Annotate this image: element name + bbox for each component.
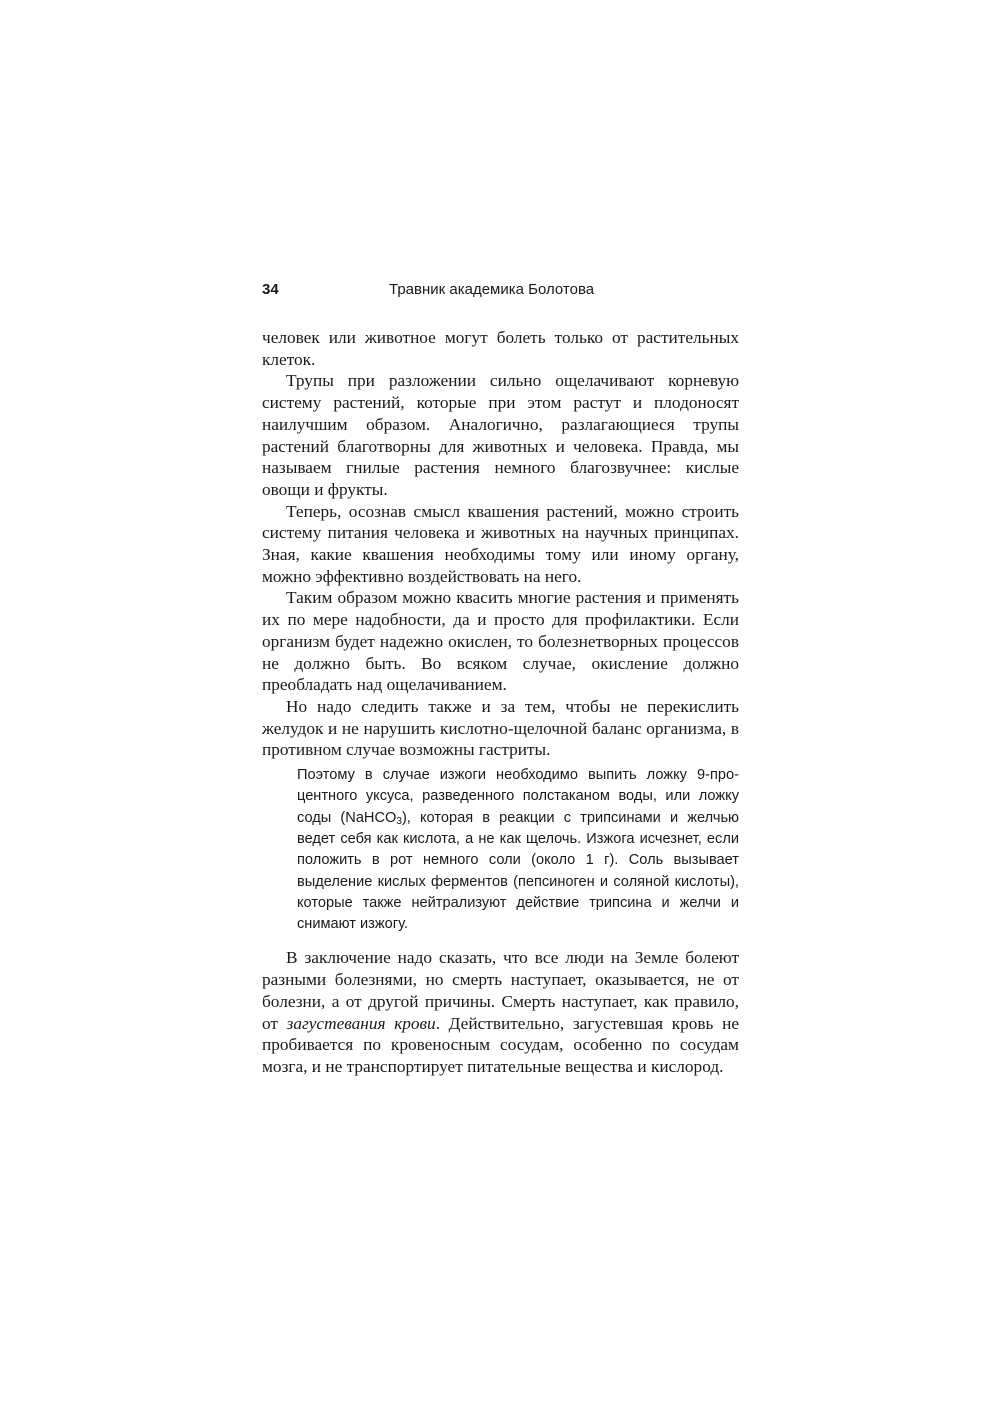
running-title: Травник академика Болотова <box>389 281 595 298</box>
note-text-start: Поэтому в случае изжоги необходимо выпить ложку 9-процентного уксуса, разведенного полстаканом воды, или ложку соды ( <box>297 767 739 826</box>
paragraph: человек или животное могут болеть только от растительных клеток. <box>262 328 739 369</box>
formula-main: NaHCO <box>345 809 397 826</box>
body-text <box>262 327 739 1078</box>
paragraph: Таким образом можно квасить многие растения и применять их по мере надобности, да и просто для профилактики. Если организм будет надежно окислен, то болезнетворных процессов не должно быть. Во всяком случае, окисление должно преобладать над ощелачиванием. <box>262 588 739 695</box>
page-number: 34 <box>262 281 279 298</box>
paragraph: Трупы при разложении сильно ощелачивают корневую систему растений, которые при этом растут и плодоносят наилучшим образом. Аналогично, разлагающиеся трупы растений благотворны для животных и человека. Правда, мы называем гнилые растения немного благозвучнее: кислые овощи и фрукты. <box>262 371 739 499</box>
book-page <box>262 278 739 1078</box>
conclusion-paragraph <box>262 947 739 1077</box>
soda-formula <box>345 810 402 826</box>
page-header <box>262 278 739 302</box>
formula-subscript: 3 <box>396 815 402 827</box>
conclusion-text-end: . Действительно, загустевшая кровь не пробивается по кровеносным сосудам, особенно по сосудам мозга, и не транспортирует питательные вещества и кислород. <box>262 1013 739 1076</box>
heartburn-note <box>297 765 739 935</box>
conclusion-text-start: В заключение надо сказать, что все люди на Земле болеют разными болезнями, но смерть наступает, оказывается, не от болезни, а от другой причины. Смерть наступает, как правило, от <box>262 948 739 1033</box>
paragraph: Но надо следить также и за тем, чтобы не перекислить желудок и не нарушить кислотно-щелочной баланс организма, в противном случае возможны гастриты. <box>262 696 739 760</box>
paragraph: Теперь, осознав смысл квашения растений, можно строить систему питания человека и животных на научных принципах. Зная, какие квашения необходимы тому или иному органу, можно эффективно воздействовать на него. <box>262 501 739 586</box>
note-text-end: ), которая в реакции с трипсинами и желчью ведет себя как кислота, а не как щелочь. Изжога исчезнет, если положить в рот немного соли (около 1 г). Соль вызывает выделение кислых ферментов (пепсиноген и соляной кислоты), которые также нейтрализуют действие трипсина и желчи и снимают изжогу. <box>297 809 739 933</box>
italic-term: загустевания крови <box>286 1013 436 1033</box>
